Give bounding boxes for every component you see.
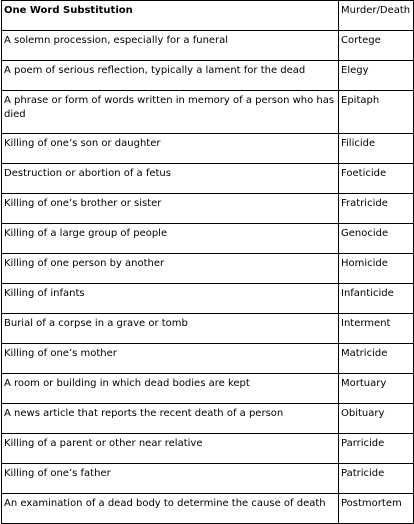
table-row xyxy=(2,374,414,404)
word-cell: Matricide xyxy=(339,344,414,374)
definition-cell: Killing of one’s father xyxy=(2,464,339,494)
table-row xyxy=(2,164,414,194)
word-cell: Homicide xyxy=(339,254,414,284)
header-murder-death: Murder/Death xyxy=(339,1,414,31)
definition-cell: Destruction or abortion of a fetus xyxy=(2,164,339,194)
table-row xyxy=(2,254,414,284)
definition-cell: Killing of infants xyxy=(2,284,339,314)
table-row xyxy=(2,134,414,164)
header-substitution: One Word Substitution xyxy=(2,1,339,31)
definition-cell: Burial of a corpse in a grave or tomb xyxy=(2,314,339,344)
word-cell: Interment xyxy=(339,314,414,344)
table-row xyxy=(2,91,414,134)
table-row xyxy=(2,494,414,524)
word-substitution-table xyxy=(1,0,414,524)
definition-cell: A news article that reports the recent death of a person xyxy=(2,404,339,434)
word-cell: Filicide xyxy=(339,134,414,164)
word-cell: Infanticide xyxy=(339,284,414,314)
word-cell: Parricide xyxy=(339,434,414,464)
word-cell: Foeticide xyxy=(339,164,414,194)
word-cell: Epitaph xyxy=(339,91,414,134)
definition-cell: Killing of one person by another xyxy=(2,254,339,284)
table-row xyxy=(2,314,414,344)
table-row xyxy=(2,284,414,314)
table-row xyxy=(2,344,414,374)
definition-cell: A poem of serious reflection, typically a lament for the dead xyxy=(2,61,339,91)
word-cell: Cortege xyxy=(339,31,414,61)
definition-cell: Killing of a large group of people xyxy=(2,224,339,254)
definition-cell: Killing of a parent or other near relative xyxy=(2,434,339,464)
definition-cell: Killing of one’s brother or sister xyxy=(2,194,339,224)
definition-cell: A solemn procession, especially for a funeral xyxy=(2,31,339,61)
word-cell: Genocide xyxy=(339,224,414,254)
table-row xyxy=(2,404,414,434)
table-row xyxy=(2,464,414,494)
table-row xyxy=(2,61,414,91)
word-cell: Elegy xyxy=(339,61,414,91)
word-cell: Postmortem xyxy=(339,494,414,524)
word-cell: Mortuary xyxy=(339,374,414,404)
table-row xyxy=(2,224,414,254)
definition-cell: Killing of one’s son or daughter xyxy=(2,134,339,164)
word-cell: Obituary xyxy=(339,404,414,434)
table-row xyxy=(2,194,414,224)
word-cell: Fratricide xyxy=(339,194,414,224)
definition-cell: A room or building in which dead bodies are kept xyxy=(2,374,339,404)
table-row xyxy=(2,31,414,61)
definition-cell: A phrase or form of words written in memory of a person who has died xyxy=(2,91,339,134)
definition-cell: An examination of a dead body to determine the cause of death xyxy=(2,494,339,524)
word-cell: Patricide xyxy=(339,464,414,494)
table-header-row xyxy=(2,1,414,31)
definition-cell: Killing of one’s mother xyxy=(2,344,339,374)
table-row xyxy=(2,434,414,464)
